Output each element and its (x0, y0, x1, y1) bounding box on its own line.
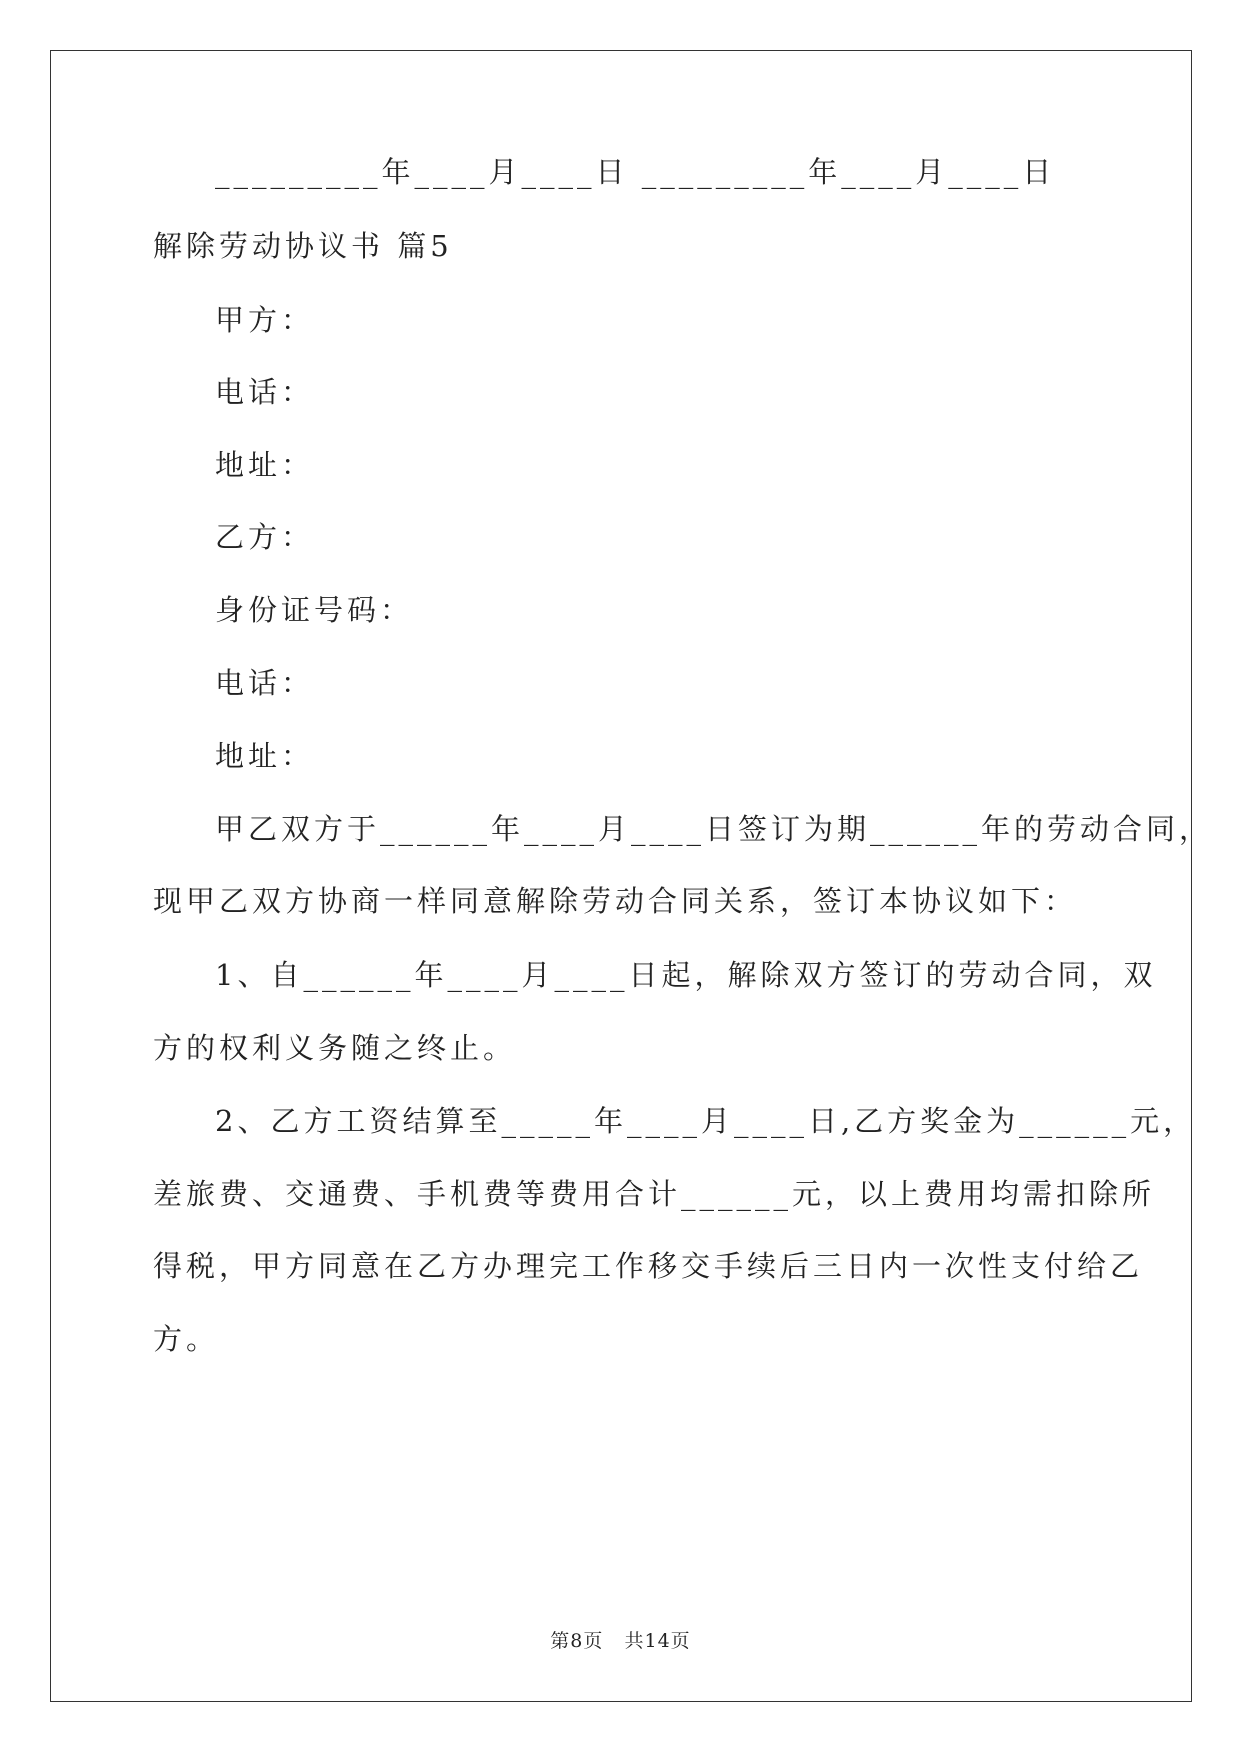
page-indicator: 第8页 共14页 (550, 1630, 691, 1652)
party-b-label: 乙方： (215, 520, 315, 554)
page-frame (50, 50, 1192, 1702)
party-b-phone-label: 电话： (215, 666, 315, 700)
party-a-phone-label: 电话： (215, 375, 315, 409)
paragraph-3-line-1: 2、乙方工资结算至_____年____月____日,乙方奖金为______元， (215, 1104, 1197, 1138)
paragraph-3-line-2: 差旅费、交通费、手机费等费用合计______元，以上费用均需扣除所 (153, 1177, 1156, 1211)
paragraph-2-line-2: 方的权利义务随之终止。 (153, 1031, 517, 1065)
paragraph-2-line-1: 1、自______年____月____日起，解除双方签订的劳动合同，双 (215, 958, 1157, 992)
paragraph-3-line-4: 方。 (153, 1322, 220, 1356)
party-a-address-label: 地址： (215, 448, 315, 482)
party-b-id-label: 身份证号码： (215, 593, 414, 627)
party-b-address-label: 地址： (215, 739, 315, 773)
signature-date-line: _________年____月____日 _________年____月____日 (215, 155, 1056, 189)
party-a-label: 甲方： (215, 303, 315, 337)
section-title: 解除劳动协议书 篇5 (153, 229, 453, 263)
paragraph-3-line-3: 得税，甲方同意在乙方办理完工作移交手续后三日内一次性支付给乙 (153, 1249, 1144, 1283)
paragraph-1-line-2: 现甲乙双方协商一样同意解除劳动合同关系，签订本协议如下： (153, 884, 1078, 918)
paragraph-1-line-1: 甲乙双方于______年____月____日签订为期______年的劳动合同， (215, 812, 1213, 846)
